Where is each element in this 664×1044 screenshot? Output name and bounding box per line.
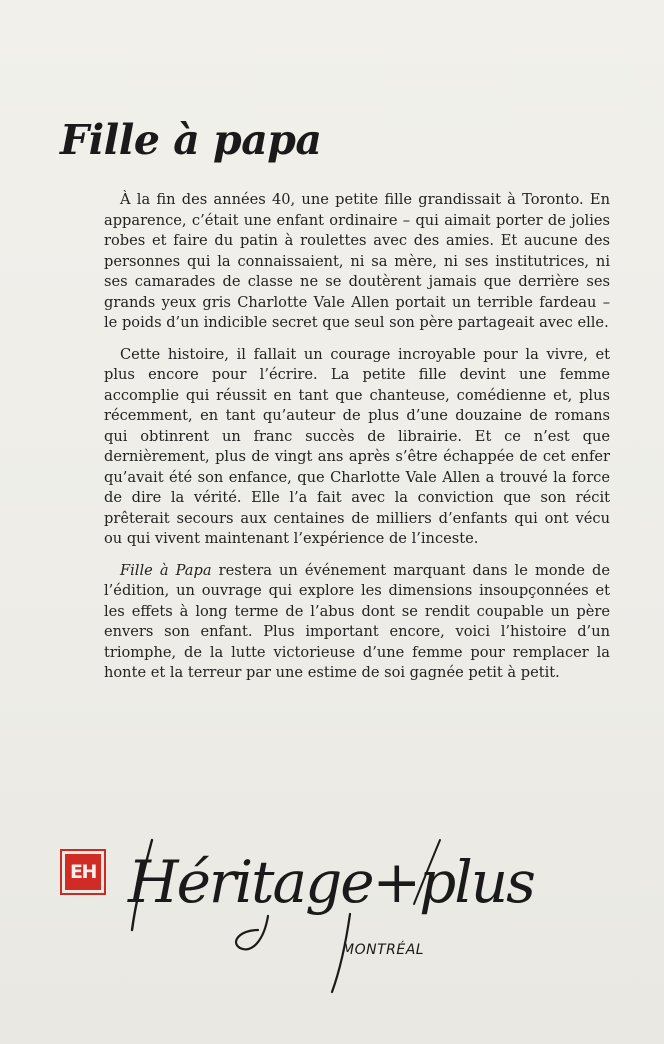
publisher-name: Héritage+plus bbox=[128, 848, 534, 916]
publisher-wordmark bbox=[118, 830, 534, 1000]
book-title-reference: Fille à Papa bbox=[120, 561, 212, 579]
book-title: Fille à papa bbox=[60, 116, 322, 164]
blurb-paragraph-3 bbox=[104, 561, 610, 684]
publisher-logo-letters: EH bbox=[65, 854, 101, 890]
blurb-paragraph-3-text: restera un événement marquant dans le monde de l’édition, un ouvrage qui explore les dimensions insoupçonnées et les effets à long terme de l’abus dont se rendit coupable un père envers son enfant. Plus important encore, voici l’histoire d’un triomphe, de la lutte victorieuse d’une femme pour remplacer la honte et la terreur par une estime de soi gagnée petit à petit. bbox=[104, 561, 611, 681]
publisher-city: MONTRÉAL bbox=[342, 942, 425, 958]
blurb-paragraph-1: À la fin des années 40, une petite fille grandissait à Toronto. En apparence, c’était une enfant ordinaire – qui aimait porter de jolies robes et faire du patin à roulettes avec des amies. Et aucune des personnes qui la connaissaient, ni sa mère, ni ses institutrices, ni ses camarades de classe ne se doutèrent jamais que derrière ses grands yeux gris Charlotte Vale Allen portait un terrible fardeau – le poids d’un indicible secret que seul son père partageait avec elle. bbox=[104, 191, 610, 331]
blurb-text bbox=[104, 190, 610, 695]
blurb-paragraph-2: Cette histoire, il fallait un courage incroyable pour la vivre, et plus encore pour l’écrire. La petite fille devint une femme accomplie qui réussit en tant que chanteuse, comédienne et, plus récemment, en tant qu’auteur de plus d’une douzaine de romans qui obtinrent un franc succès de librairie. Et ce n’est que dernièrement, plus de vingt ans après s’être échappée de cet enfer qu’avait été son enfance, que Charlotte Vale Allen a trouvé la force de dire la vérité. Elle l’a fait avec la conviction que son récit prêterait secours aux centaines de milliers d’enfants qui ont vécu ou qui vivent maintenant l’expérience de l’inceste. bbox=[104, 345, 610, 547]
publisher-logo-icon bbox=[60, 849, 106, 895]
